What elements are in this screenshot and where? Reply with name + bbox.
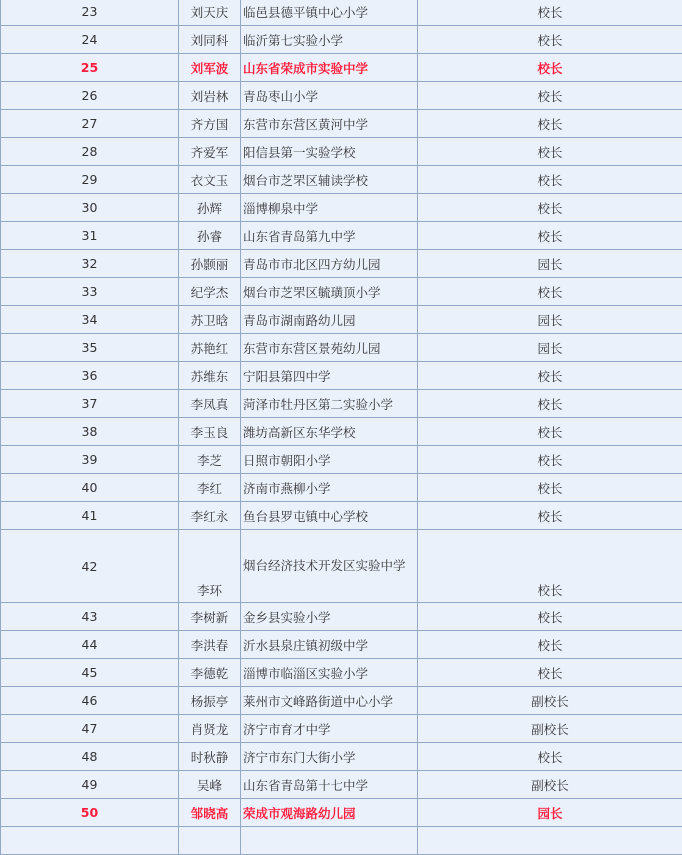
cell-num [1,827,179,855]
cell-role: 校长 [418,0,682,26]
cell-school: 潍坊高新区东华学校 [241,418,418,446]
cell-school: 青岛市市北区四方幼儿园 [241,250,418,278]
cell-role: 园长 [418,250,682,278]
cell-num: 39 [1,446,179,474]
table-row [1,250,682,278]
table-row [1,194,682,222]
cell-role: 园长 [418,306,682,334]
table-row [1,54,682,82]
cell-name: 纪学杰 [179,278,241,306]
cell-school [241,827,418,855]
cell-name: 刘岩林 [179,82,241,110]
cell-num: 46 [1,687,179,715]
table-row [1,278,682,306]
cell-name: 时秋静 [179,743,241,771]
table-row [1,362,682,390]
cell-name: 刘同科 [179,26,241,54]
cell-role: 校长 [418,474,682,502]
table-row [1,687,682,715]
cell-name: 李玉良 [179,418,241,446]
cell-num: 42 [1,530,179,603]
table-row [1,603,682,631]
cell-num: 33 [1,278,179,306]
cell-school: 宁阳县第四中学 [241,362,418,390]
cell-name: 刘天庆 [179,0,241,26]
cell-school: 济南市燕柳小学 [241,474,418,502]
cell-school: 山东省青岛第十七中学 [241,771,418,799]
cell-role: 校长 [418,110,682,138]
cell-name: 孙颢丽 [179,250,241,278]
cell-num: 31 [1,222,179,250]
cell-name: 李环 [179,530,241,603]
cell-role: 校长 [418,278,682,306]
cell-num: 28 [1,138,179,166]
table-row [1,743,682,771]
cell-school: 菏泽市牡丹区第二实验小学 [241,390,418,418]
cell-role [418,827,682,855]
cell-role: 校长 [418,362,682,390]
table-row [1,474,682,502]
cell-role: 园长 [418,799,682,827]
cell-name: 李洪春 [179,631,241,659]
table-row [1,659,682,687]
cell-num: 24 [1,26,179,54]
cell-role: 校长 [418,418,682,446]
cell-school: 荣成市观海路幼儿园 [241,799,418,827]
cell-num: 50 [1,799,179,827]
cell-num: 38 [1,418,179,446]
table-row [1,222,682,250]
cell-school: 金乡县实验小学 [241,603,418,631]
cell-name: 李德乾 [179,659,241,687]
table-row [1,138,682,166]
cell-school: 沂水县泉庄镇初级中学 [241,631,418,659]
cell-school: 鱼台县罗屯镇中心学校 [241,502,418,530]
cell-name: 李红永 [179,502,241,530]
cell-role: 校长 [418,26,682,54]
cell-role: 校长 [418,138,682,166]
cell-num: 36 [1,362,179,390]
cell-name: 齐爱军 [179,138,241,166]
cell-name: 杨振亭 [179,687,241,715]
cell-name: 苏维东 [179,362,241,390]
cell-num: 25 [1,54,179,82]
cell-name: 苏卫晗 [179,306,241,334]
cell-school: 东营市东营区景苑幼儿园 [241,334,418,362]
cell-num: 35 [1,334,179,362]
cell-name: 吴峰 [179,771,241,799]
cell-name: 孙辉 [179,194,241,222]
table-row [1,418,682,446]
cell-num: 30 [1,194,179,222]
cell-school: 阳信县第一实验学校 [241,138,418,166]
cell-role: 校长 [418,603,682,631]
cell-role: 校长 [418,446,682,474]
cell-name: 孙睿 [179,222,241,250]
table-row [1,631,682,659]
cell-role: 校长 [418,502,682,530]
table-row [1,306,682,334]
cell-num: 40 [1,474,179,502]
cell-num: 45 [1,659,179,687]
cell-school: 临邑县德平镇中心小学 [241,0,418,26]
table-row [1,827,682,855]
table-row [1,390,682,418]
cell-role: 校长 [418,631,682,659]
cell-name: 邹晓高 [179,799,241,827]
cell-role: 园长 [418,334,682,362]
cell-num: 29 [1,166,179,194]
cell-num: 49 [1,771,179,799]
cell-num: 47 [1,715,179,743]
table-row [1,771,682,799]
cell-name: 苏艳红 [179,334,241,362]
cell-role: 校长 [418,390,682,418]
cell-role: 校长 [418,659,682,687]
cell-school: 莱州市文峰路街道中心小学 [241,687,418,715]
cell-num: 37 [1,390,179,418]
cell-num: 26 [1,82,179,110]
cell-num: 43 [1,603,179,631]
cell-school: 淄博柳泉中学 [241,194,418,222]
cell-role: 校长 [418,54,682,82]
cell-name: 李凤真 [179,390,241,418]
table-row [1,82,682,110]
cell-num: 32 [1,250,179,278]
table-row [1,799,682,827]
cell-school: 日照市朝阳小学 [241,446,418,474]
cell-school: 烟台市芝罘区毓璜顶小学 [241,278,418,306]
cell-num: 44 [1,631,179,659]
cell-school: 青岛市湖南路幼儿园 [241,306,418,334]
cell-role: 校长 [418,194,682,222]
table-row [1,0,682,26]
cell-role: 校长 [418,222,682,250]
cell-school: 济宁市东门大街小学 [241,743,418,771]
table-row [1,26,682,54]
table-row [1,502,682,530]
cell-name: 李树新 [179,603,241,631]
cell-school: 临沂第七实验小学 [241,26,418,54]
cell-role: 副校长 [418,715,682,743]
cell-role: 校长 [418,82,682,110]
cell-school: 山东省荣成市实验中学 [241,54,418,82]
cell-name: 李红 [179,474,241,502]
cell-role: 校长 [418,743,682,771]
cell-role: 校长 [418,530,682,603]
cell-school: 烟台市芝罘区辅读学校 [241,166,418,194]
cell-school: 青岛枣山小学 [241,82,418,110]
cell-school: 烟台经济技术开发区实验中学 [241,530,418,603]
cell-num: 27 [1,110,179,138]
cell-num: 23 [1,0,179,26]
cell-name: 肖贤龙 [179,715,241,743]
cell-role: 副校长 [418,771,682,799]
cell-school: 淄博市临淄区实验小学 [241,659,418,687]
cell-num: 41 [1,502,179,530]
cell-school: 山东省青岛第九中学 [241,222,418,250]
table-row [1,334,682,362]
cell-num: 34 [1,306,179,334]
cell-name: 齐方国 [179,110,241,138]
table-row [1,446,682,474]
cell-name: 李芝 [179,446,241,474]
table-row [1,110,682,138]
cell-school: 济宁市育才中学 [241,715,418,743]
cell-school: 东营市东营区黄河中学 [241,110,418,138]
cell-role: 副校长 [418,687,682,715]
cell-name: 衣文玉 [179,166,241,194]
cell-name: 刘军波 [179,54,241,82]
roster-table-body [1,0,682,855]
table-row [1,530,682,603]
cell-num: 48 [1,743,179,771]
table-row [1,166,682,194]
cell-name [179,827,241,855]
table-row [1,715,682,743]
cell-role: 校长 [418,166,682,194]
